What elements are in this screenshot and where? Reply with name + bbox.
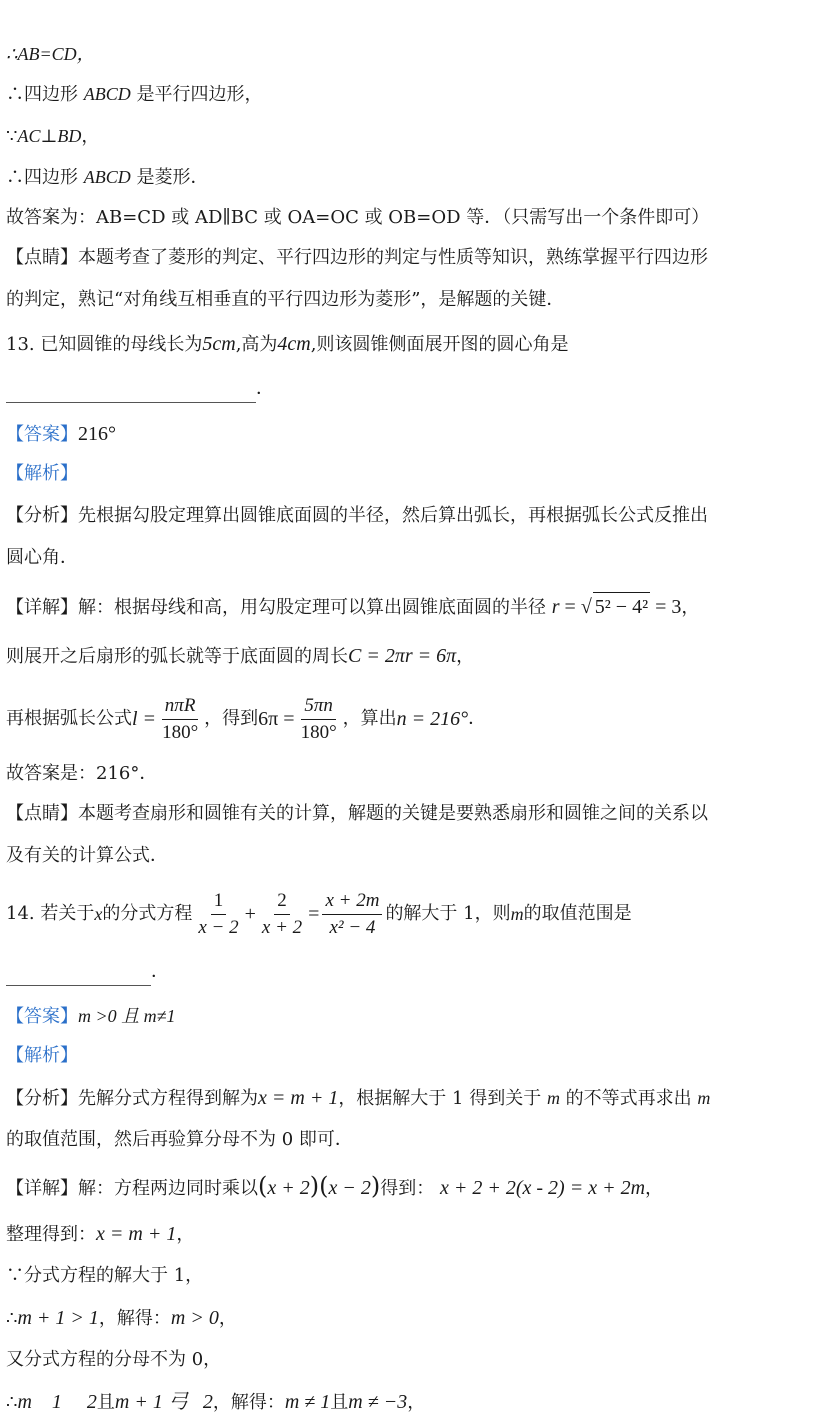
- line-comment-12-a: 【点睛】本题考查了菱形的判定、平行四边形的判定与性质等知识，熟练掌握平行四边形: [6, 247, 708, 268]
- line-comment-12-b: 的判定，熟记“对角线互相垂直的平行四边形为菱形”，是解题的关键．: [6, 289, 565, 310]
- fenxi-13-b: 圆心角．: [6, 547, 78, 568]
- line-parallelogram: ∴四边形 ABCD 是平行四边形，: [6, 84, 263, 105]
- question-13: 13. 已知圆锥的母线长为5cm,高为4cm,则该圆锥侧面展开图的圆心角是: [6, 333, 569, 355]
- fenxi-13-a: 【分析】先根据勾股定理算出圆锥底面圆的半径，然后算出弧长，再根据弧长公式反推出: [6, 505, 708, 526]
- answer-blank[interactable]: [6, 965, 151, 986]
- answer-conclusion-13: 故答案是：216°．: [6, 763, 158, 784]
- xiangjie-14-f: ∴m 1 2且m + 1 弓 2，解得：m ≠ 1且m ≠ −3，: [6, 1391, 426, 1413]
- line-ab-eq-cd: ∴AB=CD，: [6, 44, 95, 64]
- fraction-rhs: $\frac{x + 2m}{\text{x² − 4}}$: [322, 890, 382, 939]
- xiangjie-14-c: ∵分式方程的解大于 1，: [6, 1265, 204, 1286]
- xiangjie-14-a: 【详解】解：方程两边同时乘以(x + 2)(x − 2)得到： x + 2 + 2(x - 2) = x + 2m，: [6, 1172, 664, 1200]
- xiangjie-14-d: ∴m + 1 > 1，解得：m > 0，: [6, 1307, 237, 1329]
- fraction-1-over-x-minus-2: $\frac{1}{x - 2}$: [198, 889, 239, 938]
- question-13-blank: ．: [6, 375, 827, 403]
- xiangjie-13-c: 再根据弧长公式 l = $\frac{\text{nπR}}{180^\circ}$ ，得到 6π = $\frac{5\pi n}{180^\circ}$ ，算出 n = 216° ．: [6, 694, 487, 743]
- question-14-blank: ．: [6, 958, 827, 986]
- fenxi-14-b: 的取值范围，然后再验算分母不为 0 即可．: [6, 1129, 353, 1150]
- xiangjie-14-b: 整理得到：x = m + 1，: [6, 1223, 195, 1245]
- analysis-14-tag: 【解析】: [6, 1045, 78, 1066]
- xiangjie-13-b: 则展开之后扇形的弧长就等于底面圆的周长C = 2πr = 6π，: [6, 645, 475, 667]
- answer-13: 【答案】216°: [6, 423, 116, 445]
- answer-14: 【答案】m >0 且 m≠1: [6, 1006, 176, 1027]
- comment-13-b: 及有关的计算公式．: [6, 845, 168, 866]
- fraction-arc-formula: $\frac{\text{nπR}}{180^\circ}$: [162, 694, 199, 743]
- fraction-5pin: $\frac{5\pi n}{180^\circ}$: [300, 694, 337, 743]
- question-14: 14. 若关于 x 的分式方程 $\frac{1}{x - 2}$ + $\frac{2}{x + 2}$ = $\frac{x + 2m}{\text{x² − 4}}$ 的解大于 1，则 m 的取值范围是: [6, 889, 632, 938]
- line-answer-12: 故答案为：AB=CD 或 AD∥BC 或 OA=OC 或 OB=OD 等．（只需写出一个条件即可）: [6, 207, 710, 228]
- line-ac-perp-bd: ∵AC⊥BD，: [6, 126, 100, 147]
- fenxi-14-a: 【分析】先解分式方程得到解为x = m + 1，根据解大于 1 得到关于 m 的不等式再求出 m: [6, 1087, 711, 1109]
- xiangjie-14-e: 又分式方程的分母不为 0，: [6, 1349, 222, 1370]
- line-rhombus: ∴四边形 ABCD 是菱形．: [6, 167, 209, 188]
- xiangjie-13-a: 【详解】解：根据母线和高，用勾股定理可以算出圆锥底面圆的半径 r = √ 5² − 4² = 3，: [6, 592, 827, 622]
- fraction-2-over-x-plus-2: $\frac{2}{x + 2}$: [261, 889, 303, 938]
- comment-13-a: 【点睛】本题考查扇形和圆锥有关的计算，解题的关键是要熟悉扇形和圆锥之间的关系以: [6, 803, 708, 824]
- answer-blank[interactable]: [6, 382, 256, 403]
- analysis-13-tag: 【解析】: [6, 463, 78, 484]
